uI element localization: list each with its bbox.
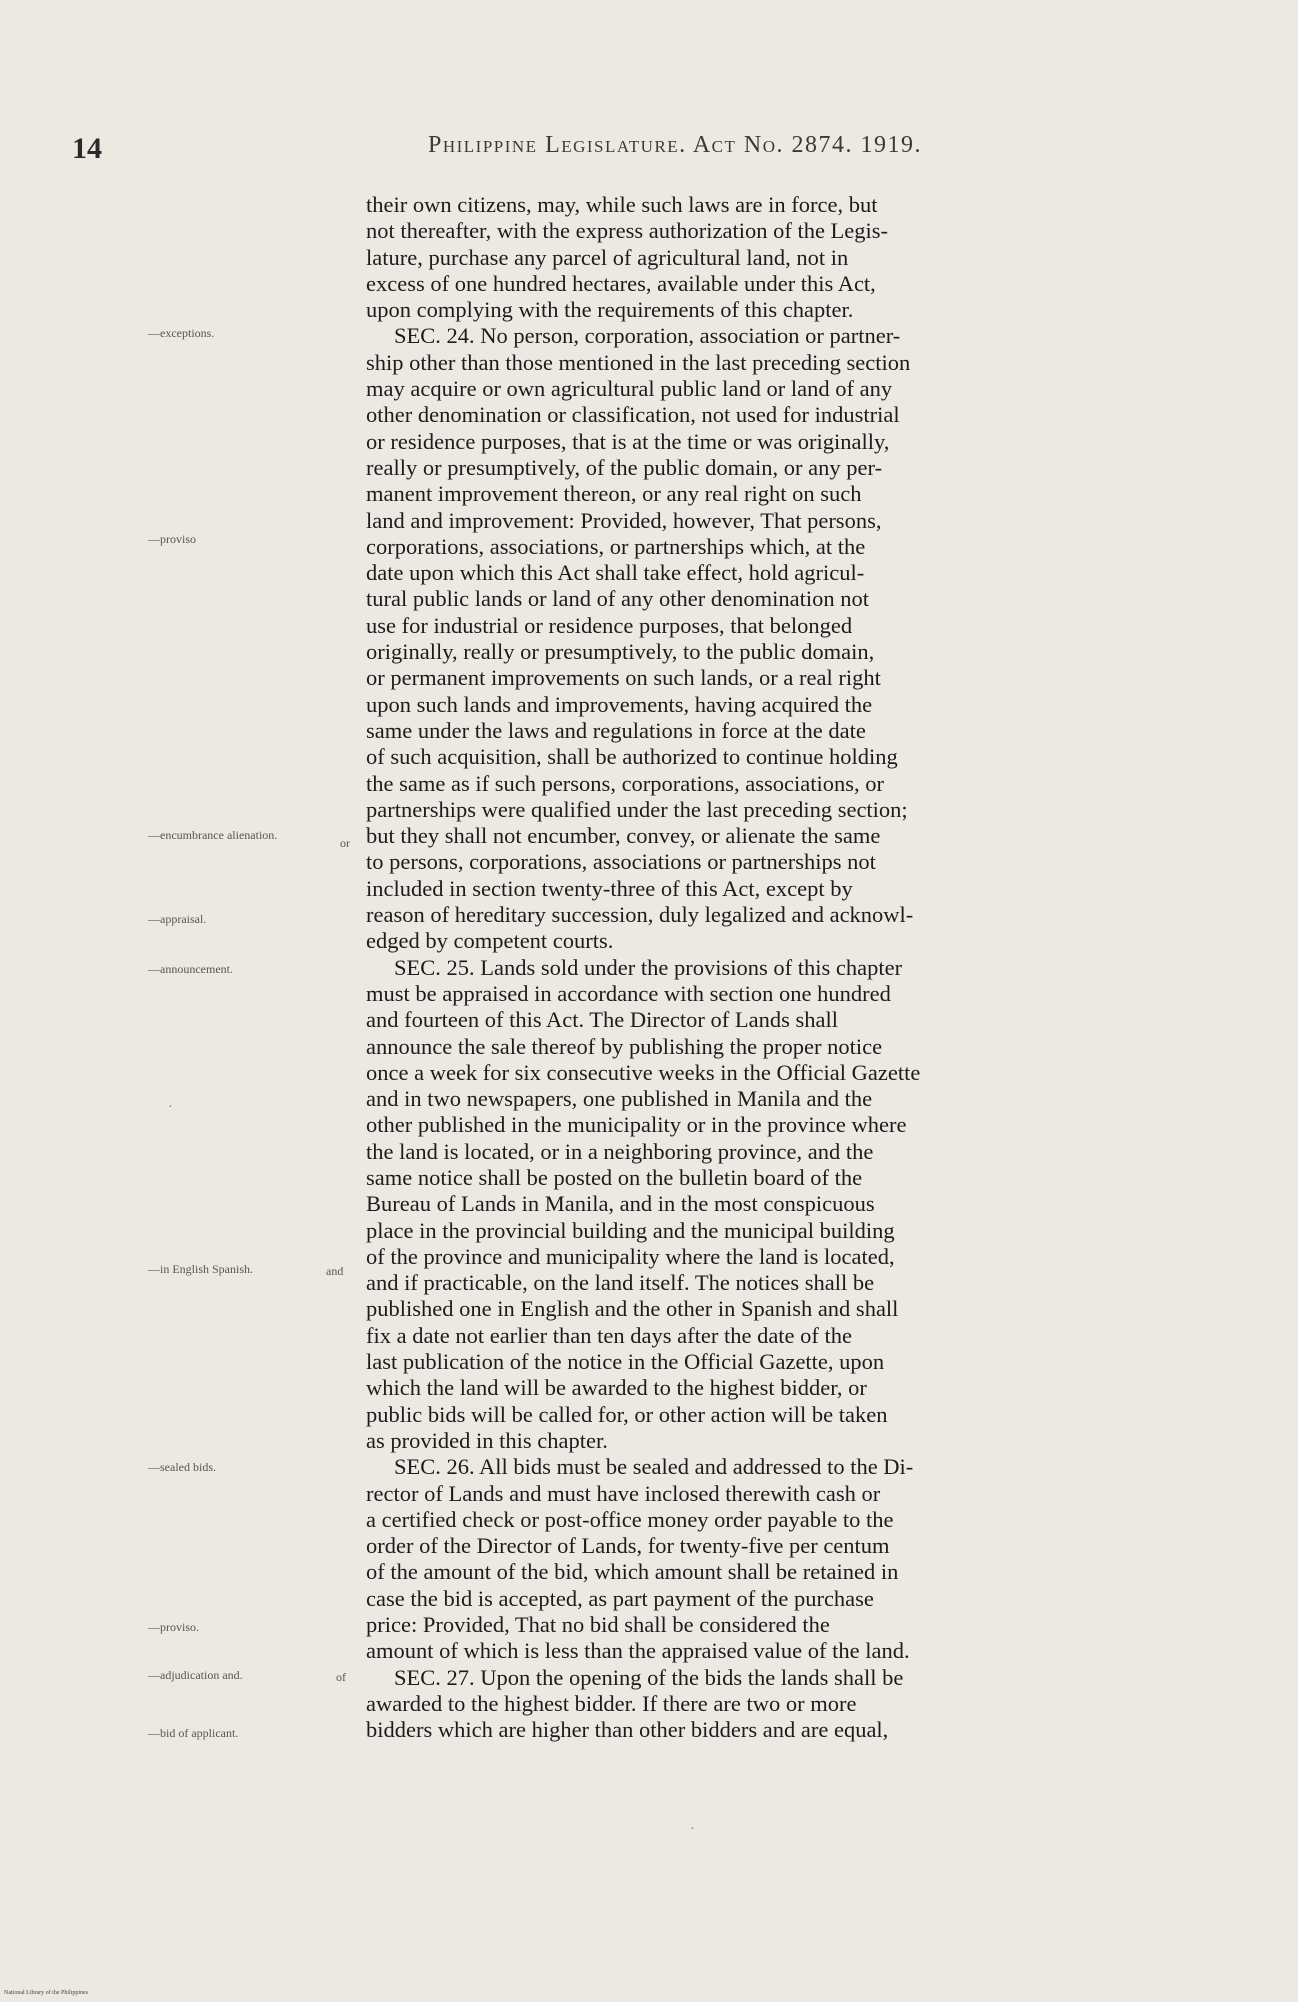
text-line: SEC. 26. All bids must be sealed and addressed to the Di- bbox=[394, 1454, 914, 1480]
margin-note-english-spanish-and: and bbox=[326, 1264, 344, 1278]
margin-note-appraisal: —appraisal. bbox=[148, 912, 207, 926]
text-line: SEC. 25. Lands sold under the provisions of this chapter bbox=[394, 954, 903, 980]
text-line: originally, really or presumptively, to the public domain, bbox=[366, 639, 875, 665]
text-line: same notice shall be posted on the bulletin board of the bbox=[366, 1164, 863, 1190]
margin-note-english-spanish: —in English Spanish. bbox=[148, 1262, 254, 1276]
footer-credit: National Library of the Philippines bbox=[4, 1990, 88, 1996]
text-line: their own citizens, may, while such laws are in force, but bbox=[366, 192, 878, 217]
text-line: SEC. 24. No person, corporation, association or partner- bbox=[394, 323, 901, 349]
text-line: other published in the municipality or in the province where bbox=[366, 1112, 907, 1138]
text-line: same under the laws and regulations in force at the date bbox=[366, 717, 866, 743]
text-line: published one in English and the other in Spanish and shall bbox=[366, 1296, 899, 1322]
text-line: not thereafter, with the express authorization of the Legis- bbox=[366, 218, 889, 244]
text-line: corporations, associations, or partnerships which, at the bbox=[366, 533, 866, 559]
text-line: included in section twenty-three of this Act, except by bbox=[366, 875, 853, 901]
text-line: may acquire or own agricultural public land or land of any bbox=[366, 376, 893, 402]
text-line: must be appraised in accordance with section one hundred bbox=[366, 980, 891, 1006]
text-line: of the province and municipality where the land is located, bbox=[366, 1243, 895, 1269]
text-line: as provided in this chapter. bbox=[366, 1427, 608, 1453]
text-line: last publication of the notice in the Official Gazette, upon bbox=[366, 1349, 885, 1375]
margin-note-encumbrance: —encumbrance alienation. bbox=[148, 828, 278, 842]
text-line: which the land will be awarded to the highest bidder, or bbox=[366, 1375, 867, 1401]
margin-note-adjudication-of: of bbox=[336, 1670, 346, 1684]
text-line: rector of Lands and must have inclosed therewith cash or bbox=[366, 1480, 881, 1506]
text-line: once a week for six consecutive weeks in the Official Gazette bbox=[366, 1059, 921, 1085]
text-line: place in the provincial building and the municipal building bbox=[366, 1217, 895, 1243]
page-number: 14 bbox=[72, 132, 102, 165]
text-line: announce the sale thereof by publishing the proper notice bbox=[366, 1033, 883, 1059]
text-line: awarded to the highest bidder. If there are two or more bbox=[366, 1690, 857, 1716]
text-line: amount of which is less than the appraised value of the land. bbox=[366, 1638, 910, 1664]
text-line: of such acquisition, shall be authorized to continue holding bbox=[366, 744, 898, 770]
text-line: Bureau of Lands in Manila, and in the most conspicuous bbox=[366, 1191, 875, 1217]
text-line: bidders which are higher than other bidders and are equal, bbox=[366, 1717, 889, 1743]
text-line: the land is located, or in a neighboring province, and the bbox=[366, 1138, 874, 1164]
text-line: public bids will be called for, or other action will be taken bbox=[366, 1401, 888, 1427]
text-line: fix a date not earlier than ten days after the date of the bbox=[366, 1322, 853, 1348]
text-line: SEC. 27. Upon the opening of the bids the lands shall be bbox=[394, 1664, 904, 1690]
text-line: other denomination or classification, not used for industrial bbox=[366, 402, 900, 428]
text-line: ship other than those mentioned in the last preceding section bbox=[366, 349, 911, 375]
text-line: excess of one hundred hectares, available under this Act, bbox=[366, 270, 876, 296]
text-line: tural public lands or land of any other denomination not bbox=[366, 586, 870, 612]
text-line: and in two newspapers, one published in Manila and the bbox=[366, 1086, 873, 1112]
margin-note-proviso-2: —proviso. bbox=[148, 1620, 199, 1634]
text-line: upon complying with the requirements of this chapter. bbox=[366, 297, 854, 323]
text-line: a certified check or post-office money order payable to the bbox=[366, 1506, 894, 1532]
scan-speck: · bbox=[168, 1100, 173, 1115]
text-line: or residence purposes, that is at the time or was originally, bbox=[366, 428, 890, 454]
margin-note-encumbrance-or: or bbox=[340, 836, 350, 850]
running-head: Philippine Legislature. Act No. 2874. 1919. bbox=[428, 132, 923, 158]
text-line: but they shall not encumber, convey, or alienate the same bbox=[366, 823, 881, 849]
text-line: edged by competent courts. bbox=[366, 928, 614, 954]
text-line: partnerships were qualified under the last preceding section; bbox=[366, 796, 908, 822]
text-line: reason of hereditary succession, duly legalized and acknowl- bbox=[366, 902, 914, 928]
text-line: of the amount of the bid, which amount shall be retained in bbox=[366, 1559, 899, 1585]
body-text bbox=[366, 192, 1150, 1744]
text-line: and if practicable, on the land itself. The notices shall be bbox=[366, 1270, 875, 1296]
margin-note-proviso: —proviso bbox=[148, 532, 196, 546]
text-line: date upon which this Act shall take effect, hold agricul- bbox=[366, 560, 865, 586]
text-line: upon such lands and improvements, having acquired the bbox=[366, 691, 873, 717]
scan-speck: · bbox=[690, 1822, 695, 1837]
text-line: or permanent improvements on such lands, or a real right bbox=[366, 665, 881, 691]
text-line: to persons, corporations, associations or partnerships not bbox=[366, 849, 876, 875]
text-line: case the bid is accepted, as part payment of the purchase bbox=[366, 1585, 874, 1611]
text-line: the same as if such persons, corporations, associations, or bbox=[366, 770, 885, 796]
margin-note-exceptions: —exceptions. bbox=[148, 326, 215, 340]
margin-note-sealed-bids: —sealed bids. bbox=[148, 1460, 216, 1474]
text-line: land and improvement: Provided, however, That persons, bbox=[366, 507, 882, 533]
text-line: use for industrial or residence purposes, that belonged bbox=[366, 612, 853, 638]
text-line: really or presumptively, of the public domain, or any per- bbox=[366, 454, 883, 480]
text-line: and fourteen of this Act. The Director of Lands shall bbox=[366, 1007, 838, 1033]
text-line: manent improvement thereon, or any real right on such bbox=[366, 481, 862, 507]
margin-note-bid-of-applicant: —bid of applicant. bbox=[148, 1726, 239, 1740]
text-line: order of the Director of Lands, for twenty-five per centum bbox=[366, 1533, 890, 1559]
text-line: price: Provided, That no bid shall be considered the bbox=[366, 1612, 830, 1638]
margin-note-adjudication: —adjudication and. bbox=[148, 1668, 243, 1682]
text-line: lature, purchase any parcel of agricultural land, not in bbox=[366, 244, 849, 270]
margin-note-announcement: —announcement. bbox=[148, 962, 233, 976]
